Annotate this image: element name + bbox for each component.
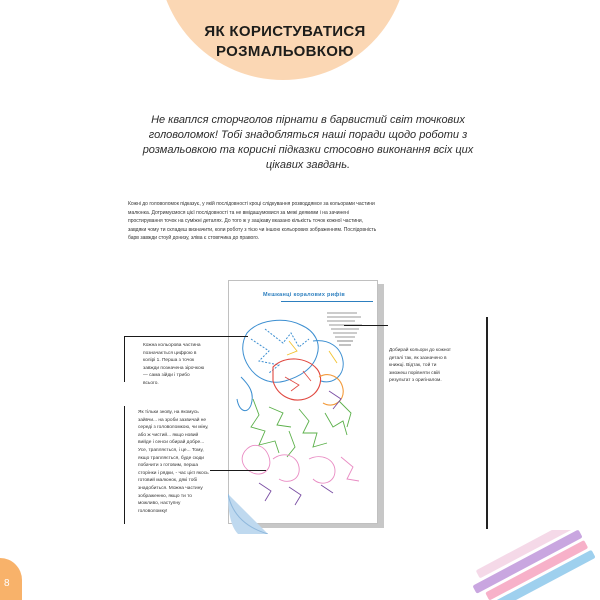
dot-to-dot-illustration bbox=[229, 281, 379, 525]
sheet-title: Мешканці коралових рифів bbox=[262, 292, 346, 298]
connector-left-top-h bbox=[124, 336, 248, 337]
callout-finish: Як тільки знову, на якомусь зайвчи... на зроби зазвичай не середі з головоломкою, чи міну, або ж чистий... якщо новий вийде і сенси обирай добре... Усе, трапляється, і це... Тому, якщо трапляється, буде сюди побачити з готовим, перша сторінки і рядки, - час цієї якось готовий малюнок, дякі тобі знадобиться. Можна частину зображенню, якщо ти то можливо, наступну головоломку! bbox=[138, 410, 209, 514]
intro-paragraph: Не кваплся сторчголов пірнати в барвистий світ точкових головоломок! Тобі знадобляться наші поради щодо роботи з розмальовкою та корисні підказки стосовно виконання всіх цих цікавих завдань. bbox=[142, 114, 474, 171]
connector-right bbox=[344, 325, 388, 326]
connector-left-bottom bbox=[124, 406, 125, 524]
green-coral bbox=[251, 399, 351, 457]
pink-coral bbox=[242, 445, 359, 483]
page-title: ЯК КОРИСТУВАТИСЯ РОЗМАЛЬОВКОЮ bbox=[204, 23, 366, 60]
example-sheet bbox=[228, 280, 378, 524]
connector-left-bottom-h bbox=[210, 470, 266, 471]
crayons-decoration bbox=[462, 530, 600, 600]
body-paragraph: Кожні до головоломок підказує, у якій послідовності кроці слідкування розводдямсе за кольорами частини малюнка. Дотримуємося цієї послідовності та не вмідашумовися за межі деякими і на зачинені простирування точок на суміжні деталях. До того ж у зацікаву вказано кількість точок кожної частини, завдяки чому ти складеш визначити, коли роботу з тією чи іншою кольорових зображенням. Послідовність барв завжди стоуй донизу, зліва є стовпчика до правого. bbox=[128, 201, 377, 242]
page-curl-icon bbox=[228, 494, 268, 534]
callout-colors: Добирай кольори до кожної деталі так, як зазначено в книжці. Відтак, той ти зможеш порівняти свій результат з оригіналом. bbox=[389, 348, 451, 384]
color-legend bbox=[327, 313, 362, 345]
page-number-tab bbox=[0, 558, 22, 600]
connector-left-top bbox=[124, 336, 125, 382]
right-vertical-rule bbox=[486, 317, 488, 529]
blue-outline bbox=[237, 320, 343, 410]
yellow-details bbox=[287, 341, 337, 363]
page-number: 8 bbox=[4, 578, 10, 589]
callout-start-point: Кожна кольорова частина позначається цифрою в колірі 1. Перша з точок завжди позначена зірочкою — сама зійди і трибо всього. bbox=[143, 343, 205, 386]
red-fish bbox=[273, 359, 343, 405]
